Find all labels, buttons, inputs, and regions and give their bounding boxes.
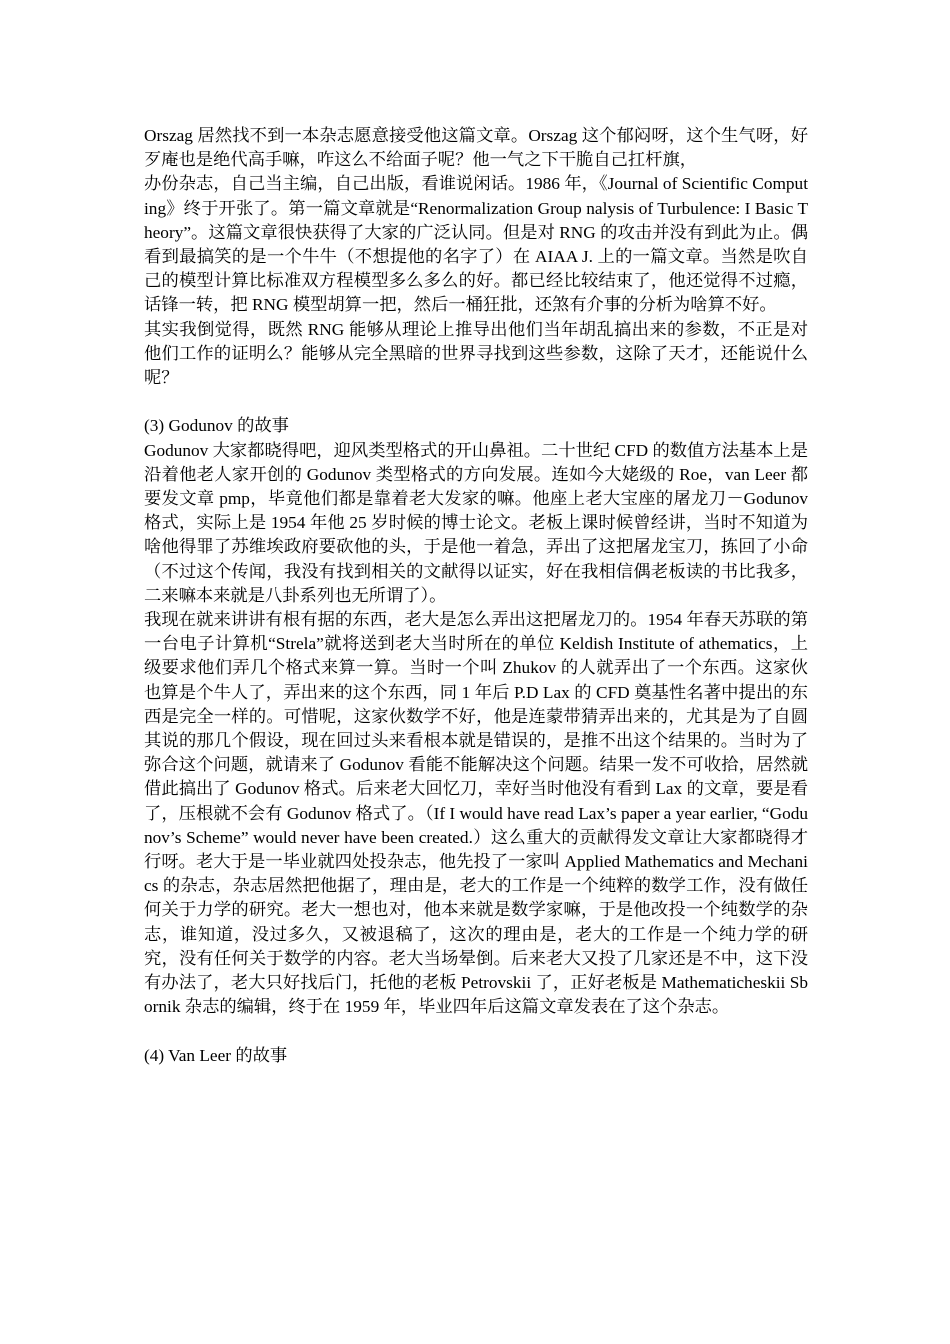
- blank-line: [144, 1020, 808, 1044]
- paragraph-orszag-journal: Orszag 居然找不到一本杂志愿意接受他这篇文章。Orszag 这个郁闷呀，这个生气呀，好歹庵也是绝代高手嘛，咋这么不给面子呢？他一气之下干脆自己扛杆旗，: [144, 126, 808, 170]
- blank-line: [144, 390, 808, 414]
- paragraph-journal-founding: 办份杂志，自己当主编，自己出版，看谁说闲话。1986 年，《Journal of Scientific Computing》终于开张了。第一篇文章就是“Renormalization Group nalysis of Turbulence: I Basic Theory”。这篇文章很快获得了大家的广泛认同。但是对 RNG 的攻击并没有到此为止。偶看到最搞笑的是一个牛牛（不想提他的名字了）在 AIAA J. 上的一篇文章。当然是吹自己的模型计算比标准双方程模型多么多么的好。都已经比较结束了，他还觉得不过瘾，话锋一转，把 RNG 模型胡算一把，然后一桶狂批，还煞有介事的分析为啥算不好。: [144, 174, 808, 315]
- section-heading-godunov: (3) Godunov 的故事: [144, 416, 289, 436]
- paragraph-rng-opinion: 其实我倒觉得，既然 RNG 能够从理论上推导出他们当年胡乱搞出来的参数，不正是对他们工作的证明么？能够从完全黑暗的世界寻找到这些参数，这除了天才，还能说什么呢？: [144, 319, 808, 388]
- paragraph-godunov-intro: Godunov 大家都晓得吧，迎风类型格式的开山鼻祖。二十世纪 CFD 的数值方法基本上是沿着他老人家开创的 Godunov 类型格式的方向发展。连如今大姥级的 Roe，van Leer 都要发文章 pmp，毕竟他们都是靠着老大发家的嘛。他座上老大宝座的屠龙刀－Godunov 格式，实际上是 1954 年他 25 岁时候的博士论文。老板上课时候曾经讲，当时不知道为啥他得罪了苏维埃政府要砍他的头，于是他一着急，弄出了这把屠龙宝刀，拣回了小命（不过这个传闻，我没有找到相关的文献得以证实，好在我相信偶老板读的书比我多，二来嘛本来就是八卦系列也无所谓了）。: [144, 440, 808, 605]
- document-body: [144, 124, 808, 1068]
- section-heading-van-leer: (4) Van Leer 的故事: [144, 1045, 288, 1065]
- paragraph-godunov-scheme-history: 我现在就来讲讲有根有据的东西，老大是怎么弄出这把屠龙刀的。1954 年春天苏联的第一台电子计算机“Strela”就将送到老大当时所在的单位 Keldish Institute of athematics，上级要求他们弄几个格式来算一算。当时一个叫 Zhukov 的人就弄出了一个东西。这家伙也算是个牛人了，弄出来的这个东西，同 1 年后 P.D Lax 的 CFD 奠基性名著中提出的东西是完全一样的。可惜呢，这家伙数学不好，他是连蒙带猜弄出来的，尤其是为了自圆其说的那几个假设，现在回过头来看根本就是错误的，是推不出这个结果的。当时为了弥合这个问题，就请来了 Godunov 看能不能解决这个问题。结果一发不可收拾，居然就借此搞出了 Godunov 格式。后来老大回忆刀，幸好当时他没有看到 Lax 的文章，要是看了，压根就不会有 Godunov 格式了。（If I would have read Lax’s paper a year earlier, “Godunov’s Scheme” would never have been created.）这么重大的贡献得发文章让大家都晓得才行呀。老大于是一毕业就四处投杂志，他先投了一家叫 Applied Mathematics and Mechanics 的杂志，杂志居然把他据了，理由是，老大的工作是一个纯粹的数学工作，没有做任何关于力学的研究。老大一想也对，他本来就是数学家嘛，于是他改投一个纯数学的杂志，谁知道，没过多久，又被退稿了，这次的理由是，老大的工作是一个纯力学的研究，没有任何关于数学的内容。老大当场晕倒。后来老大又投了几家还是不中，这下没有办法了，老大只好找后门，托他的老板 Petrovskii 了，正好老板是 Mathematicheskii Sbornik 杂志的编辑，终于在 1959 年，毕业四年后这篇文章发表在了这个杂志。: [144, 610, 808, 1017]
